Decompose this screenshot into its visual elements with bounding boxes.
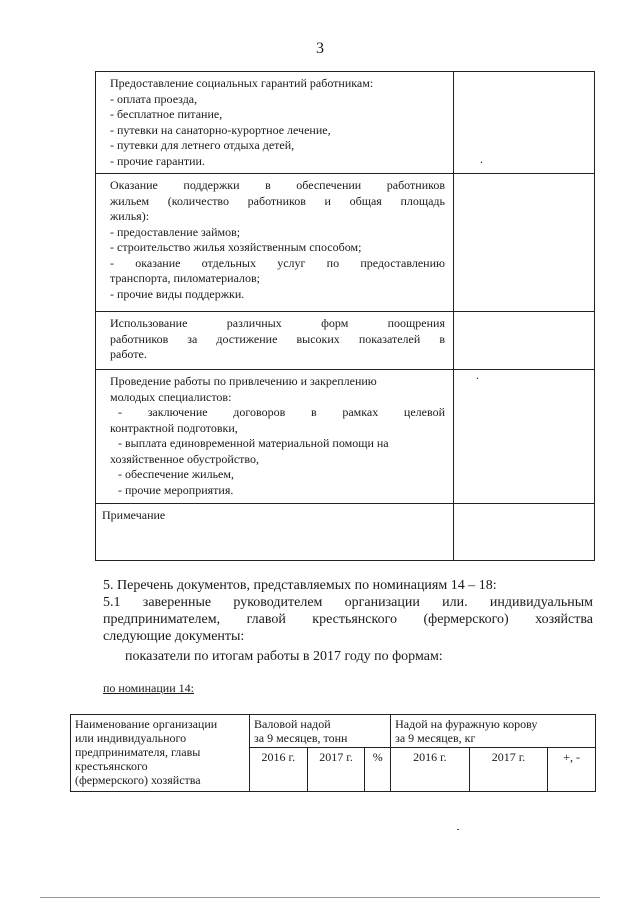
cell-line: - прочие гарантии. xyxy=(110,153,205,168)
cell-line: работе. xyxy=(110,347,147,361)
cell-line: - строительство жилья хозяйственным способом; xyxy=(110,240,362,254)
criteria-cell xyxy=(96,370,454,504)
cell-line: - заключение договоров в рамках целевой xyxy=(118,405,445,419)
table-row xyxy=(96,72,595,174)
cell-line: - прочие виды поддержки. xyxy=(110,286,245,301)
header-line: Валовой надой xyxy=(254,717,331,731)
cell-line: - обеспечение жильем, xyxy=(118,467,234,481)
table-row xyxy=(96,312,595,370)
cell-line: - путевки на санаторно-курортное лечение, xyxy=(110,122,331,137)
paragraph-line: предпринимателем, главой крестьянского (фермерского) хозяйства xyxy=(103,612,593,627)
org-name-header xyxy=(71,715,250,792)
cell-line: жильем (количество работников и общая площадь xyxy=(110,193,445,208)
header-line: крестьянского xyxy=(75,759,148,773)
scan-speck xyxy=(457,829,459,830)
criteria-cell xyxy=(96,72,454,174)
header-line: или индивидуального xyxy=(75,731,187,745)
value-cell xyxy=(454,174,595,312)
nomination-criteria-table xyxy=(95,71,595,561)
paragraph-line: 5.1 заверенные руководителем организации или. индивидуальным xyxy=(103,595,593,610)
paragraph-line: показатели по итогам работы в 2017 году по формам: xyxy=(125,649,443,664)
header-line: (фермерского) хозяйства xyxy=(75,773,201,787)
value-cell: . xyxy=(454,72,595,174)
paragraph-line: следующие документы: xyxy=(103,629,245,644)
col-2017: 2017 г. xyxy=(307,748,365,792)
col-2017: 2017 г. xyxy=(469,748,548,792)
criteria-cell xyxy=(96,174,454,312)
value-cell xyxy=(454,312,595,370)
cell-line: Предоставление социальных гарантий работникам: xyxy=(110,76,374,90)
col-diff: +, - xyxy=(548,748,596,792)
criteria-cell xyxy=(96,312,454,370)
cell-line: работников за достижение высоких показателей в xyxy=(110,331,445,346)
criteria-cell xyxy=(96,504,454,561)
table-row xyxy=(96,504,595,561)
cell-line: Проведение работы по привлечению и закреплению xyxy=(110,374,377,388)
cell-line: контрактной подготовки, xyxy=(110,420,238,435)
documents-section xyxy=(103,577,593,665)
cell-line: - выплата единовременной материальной помощи на xyxy=(118,436,389,450)
cell-line: транспорта, пиломатериалов; xyxy=(110,271,260,285)
header-line: за 9 месяцев, кг xyxy=(395,731,476,745)
cell-line: хозяйственное обустройство, xyxy=(110,451,259,466)
header-line: за 9 месяцев, тонн xyxy=(254,731,348,745)
nomination-14-table xyxy=(70,714,596,792)
gross-yield-header xyxy=(250,715,391,748)
header-line: Надой на фуражную корову xyxy=(395,717,538,731)
cell-line: - оплата проезда, xyxy=(110,91,198,106)
col-2016: 2016 г. xyxy=(250,748,308,792)
table-row xyxy=(96,174,595,312)
nomination-label: по номинации 14: xyxy=(103,681,194,695)
header-row xyxy=(71,715,596,748)
cell-line: - предоставление займов; xyxy=(110,224,241,239)
cell-line: Использование различных форм поощрения xyxy=(110,316,445,330)
table-row xyxy=(96,370,595,504)
cell-line: - путевки для летнего отдыха детей, xyxy=(110,138,295,152)
note-label: Примечание xyxy=(102,508,166,522)
value-cell xyxy=(454,504,595,561)
col-percent: % xyxy=(365,748,391,792)
scan-edge-line xyxy=(40,897,600,898)
cell-line: Оказание поддержки в обеспечении работников xyxy=(110,178,445,192)
cell-line: - оказание отдельных услуг по предоставлению xyxy=(110,255,445,270)
col-2016: 2016 г. xyxy=(391,748,470,792)
cell-line: жилья): xyxy=(110,209,150,223)
section-heading: 5. Перечень документов, представляемых по номинациям 14 – 18: xyxy=(103,578,497,593)
yield-per-cow-header xyxy=(391,715,596,748)
page-number: 3 xyxy=(316,40,324,57)
cell-line: - бесплатное питание, xyxy=(110,107,223,121)
cell-line: - прочие мероприятия. xyxy=(118,482,234,497)
cell-line: молодых специалистов: xyxy=(110,389,232,404)
header-line: предпринимателя, главы xyxy=(75,745,201,759)
value-cell: . xyxy=(454,370,595,504)
header-line: Наименование организации xyxy=(75,717,218,731)
